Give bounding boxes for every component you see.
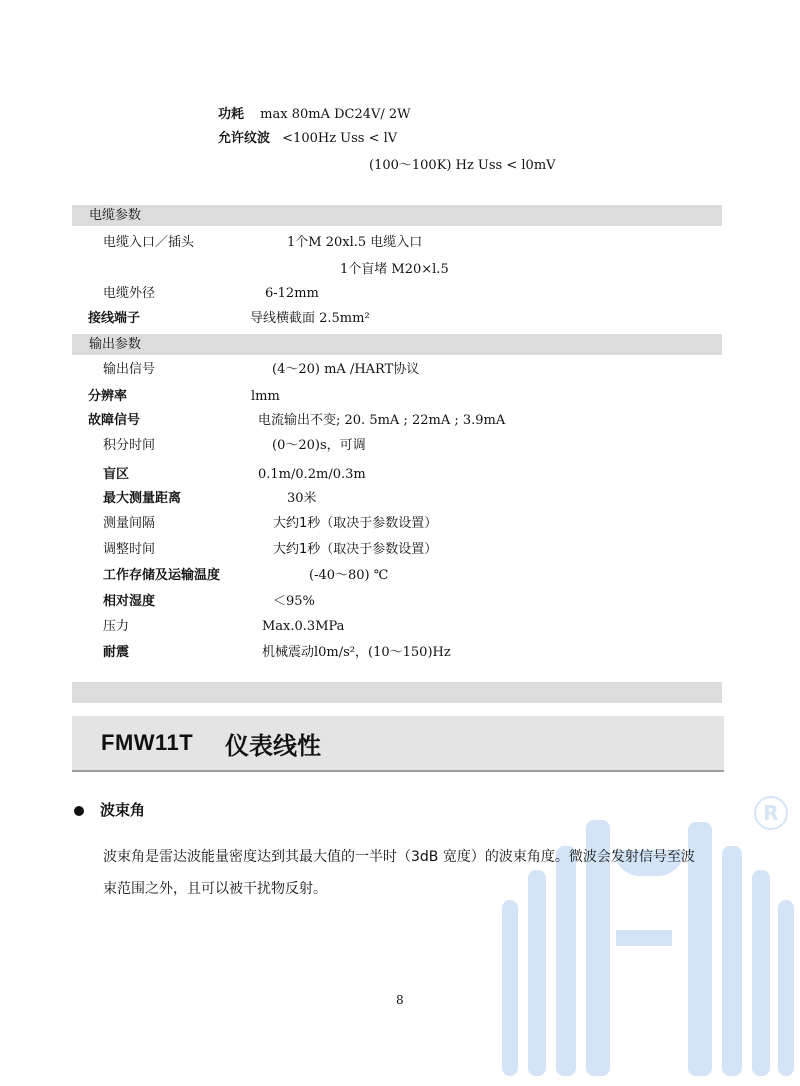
output-row-label: 相对湿度 [103, 594, 156, 609]
section-header-label: 电缆参数 [89, 208, 142, 223]
spec-label: 允许纹波 [218, 131, 271, 146]
output-row-value: 电流输出不变; 20. 5mA ; 22mA ; 3.9mA [258, 413, 506, 428]
cable-entry-value: 1个M 20xl.5 电缆入口 [287, 235, 423, 250]
cable-diameter-label: 电缆外径 [103, 286, 156, 301]
output-row-label: 故障信号 [88, 413, 141, 428]
section-code: FMW11T [101, 730, 194, 755]
spec-power [218, 107, 411, 123]
output-row-label: 最大测量距离 [103, 491, 182, 506]
cable-entry-value-2: 1个盲堵 M20×l.5 [340, 262, 449, 277]
spec-value: max 80mA DC24V/ 2W [260, 107, 411, 122]
output-row-label: 工作存储及运输温度 [103, 568, 221, 583]
output-row-value: 30米 [287, 491, 317, 506]
output-row-label: 压力 [103, 619, 130, 634]
cable-diameter-value: 6-12mm [265, 286, 319, 301]
spec-ripple-extra: (100～100K) Hz Uss < l0mV [369, 158, 556, 173]
output-row-label: 积分时间 [103, 438, 156, 453]
spec-ripple [218, 131, 397, 147]
spec-value: <100Hz Uss < lV [282, 131, 398, 146]
section-header-label: 输出参数 [89, 337, 142, 352]
output-row-value: Max.0.3MPa [262, 619, 345, 634]
cable-entry-label: 电缆入口／插头 [103, 235, 195, 250]
registered-mark-icon: R [754, 796, 788, 830]
beam-heading: 波束角 [100, 801, 146, 819]
output-section-header [72, 334, 722, 355]
output-row-value: 机械震动l0m/s²，(10～150)Hz [262, 645, 451, 660]
output-row-value: lmm [251, 389, 280, 404]
spec-label: 功耗 [218, 107, 245, 122]
section-title: 仪表线性 [225, 732, 321, 760]
output-row-value: 大约1秒（取决于参数设置） [273, 516, 438, 531]
beam-text-line-1: 波束角是雷达波能量密度达到其最大值的一半时（3dB 宽度）的波束角度。微波会发射信号至波 [103, 849, 695, 865]
output-row-value: (0～20)s，可调 [272, 438, 366, 453]
output-row-value: 大约1秒（取决于参数设置） [273, 542, 438, 557]
output-row-label: 调整时间 [103, 542, 156, 557]
output-row-label: 输出信号 [103, 362, 156, 377]
output-row-value: 0.1m/0.2m/0.3m [258, 467, 366, 482]
terminal-value: 导线横截面 2.5mm² [250, 311, 370, 326]
output-row-label: 测量间隔 [103, 516, 156, 531]
bullet-icon [74, 806, 84, 816]
page-number: 8 [396, 993, 404, 1007]
empty-band [72, 682, 722, 703]
section-heading [72, 716, 724, 772]
output-row-label: 盲区 [103, 467, 130, 482]
output-row-value: ＜95% [273, 594, 315, 609]
terminal-label: 接线端子 [88, 311, 141, 326]
cable-section-header [72, 205, 722, 226]
output-row-label: 耐震 [103, 645, 130, 660]
output-row-value: (-40～80) ℃ [309, 568, 389, 583]
output-row-label: 分辨率 [88, 389, 128, 404]
beam-text-line-2: 束范围之外，且可以被干扰物反射。 [103, 881, 327, 897]
output-row-value: (4～20) mA /HART协议 [272, 362, 420, 377]
